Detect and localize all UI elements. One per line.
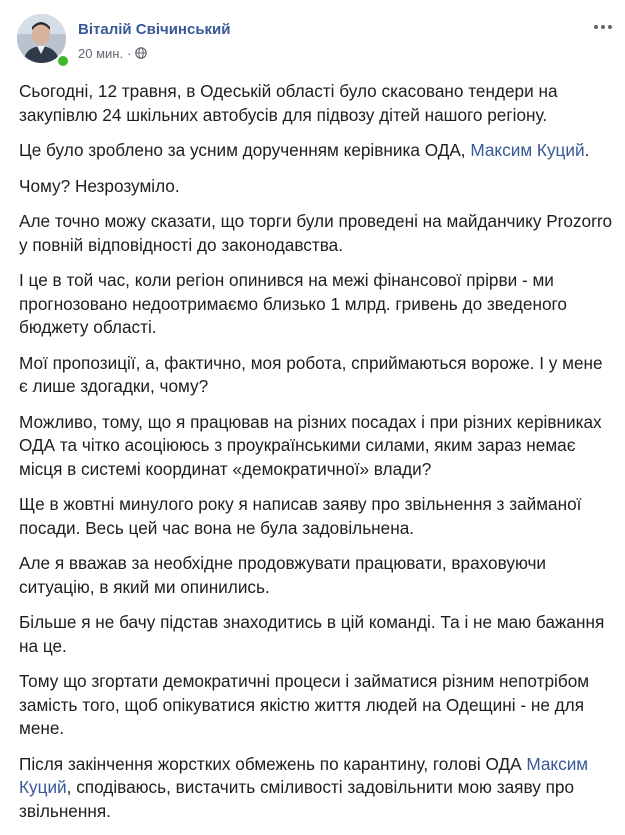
paragraph-text: Це було зроблено за усним дорученням керівника ОДА, <box>19 140 471 160</box>
post-paragraph: Чому? Незрозуміло. <box>19 175 180 196</box>
post-paragraph <box>19 753 616 824</box>
post-paragraph: Можливо, тому, що я працював на різних посадах і при різних керівниках ОДА та чітко асоціююсь з проукраїнськими силами, яким зараз немає місця в системі координат «демократичної» влади? <box>19 411 602 479</box>
online-status-indicator <box>56 54 70 68</box>
post-meta <box>78 45 147 61</box>
paragraph-text: , сподіваюсь, вистачить сміливості задовільнити мою заяву про звільнення. <box>19 777 575 821</box>
more-options-icon <box>594 25 598 29</box>
globe-icon[interactable] <box>135 47 147 59</box>
post-paragraph: І це в той час, коли регіон опинився на межі фінансової прірви - ми прогнозовано недоотримаємо близько 1 млрд. гривень до зведеного бюджету області. <box>19 270 567 337</box>
post-timestamp[interactable]: 20 мин. <box>78 45 124 61</box>
post-header <box>0 0 625 72</box>
meta-separator: · <box>127 45 132 61</box>
post-paragraph: Але точно можу сказати, що торги були проведені на майданчику Prozorro у повній відповідності до законодавства. <box>19 211 613 255</box>
post-paragraph: Але я вважав за необхідне продовжувати працювати, враховуючи ситуацію, в який ми опинились. <box>19 553 547 597</box>
paragraph-text: . <box>584 140 590 160</box>
post-paragraph: Мої пропозиції, а, фактично, моя робота, сприймаються вороже. І у мене є лише здогадки, чому? <box>19 352 603 396</box>
paragraph-text: Після закінчення жорстких обмежень по карантину, голові ОДА <box>19 753 527 774</box>
author-name[interactable]: Віталій Свічинський <box>78 21 231 38</box>
post-paragraph: Сьогодні, 12 травня, в Одеській області було скасовано тендери на закупівлю 24 шкільних автобусів для підвозу дітей нашого регіону. <box>19 81 558 125</box>
post-body <box>19 80 616 835</box>
mention-link[interactable]: Максим Куций <box>470 140 585 160</box>
post-paragraph: Ще в жовтні минулого року я написав заяву про звільнення з займаної посади. Весь цей час вона не була задовільнена. <box>19 494 582 538</box>
more-options-button[interactable] <box>590 17 616 37</box>
post-paragraph: Тому що згортати демократичні процеси і займатися різним непотрібом замість того, щоб опікуватися якістю життя людей на Одещині - не для мене. <box>19 671 590 738</box>
mention-link[interactable]: Максим Куций <box>19 753 589 797</box>
post-paragraph <box>19 139 616 163</box>
post-paragraph: Більше я не бачу підстав знаходитись в цій команді. Та і не маю бажання на це. <box>19 612 605 656</box>
